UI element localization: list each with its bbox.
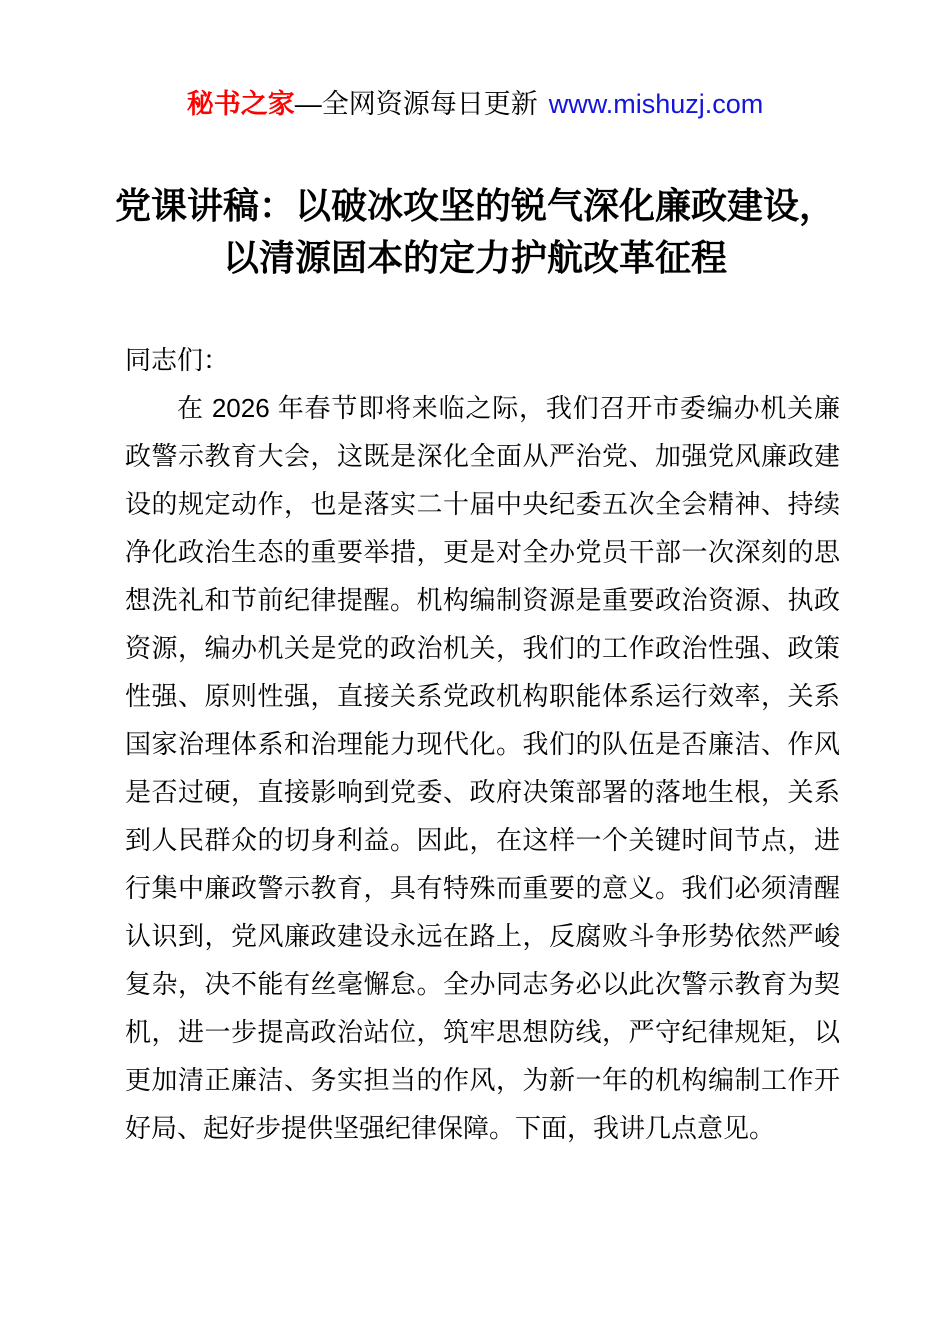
title-line-1: 党课讲稿：以破冰攻坚的锐气深化廉政建设， xyxy=(114,185,835,226)
site-header xyxy=(0,0,950,122)
title-line-2: 以清源固本的定力护航改革征程 xyxy=(222,237,727,278)
salutation-line: 同志们： xyxy=(125,345,230,375)
site-name: 秘书之家 xyxy=(186,89,295,119)
site-url-link[interactable]: www.mishuzj.com xyxy=(548,89,764,119)
body-paragraph: 在 2026 年春节即将来临之际，我们召开市委编办机关廉政警示教育大会，这既是深化全面从严治党、加强党风廉政建设的规定动作，也是落实二十届中央纪委五次全会精神、持续净化政治生态的重要举措，更是对全办党员干部一次深刻的思想洗礼和节前纪律提醒。机构编制资源是重要政治资源、执政资源，编办机关是党的政治机关，我们的工作政治性强、政策性强、原则性强，直接关系党政机构职能体系运行效率，关系国家治理体系和治理能力现代化。我们的队伍是否廉洁、作风是否过硬，直接影响到党委、政府决策部署的落地生根，关系到人民群众的切身利益。因此，在这样一个关键时间节点，进行集中廉政警示教育，具有特殊而重要的意义。我们必须清醒认识到，党风廉政建设永远在路上，反腐败斗争形势依然严峻复杂，决不能有丝毫懈怠。全办同志务必以此次警示教育为契机，进一步提高政治站位，筑牢思想防线，严守纪律规矩，以更加清正廉洁、务实担当的作风，为新一年的机构编制工作开好局、起好步提供坚强纪律保障。下面，我讲几点意见。 xyxy=(125,393,840,1143)
document-body xyxy=(0,336,950,1152)
document-title xyxy=(105,180,845,284)
site-name-dash: — xyxy=(294,89,322,119)
site-tagline: 全网资源每日更新 xyxy=(321,89,538,119)
